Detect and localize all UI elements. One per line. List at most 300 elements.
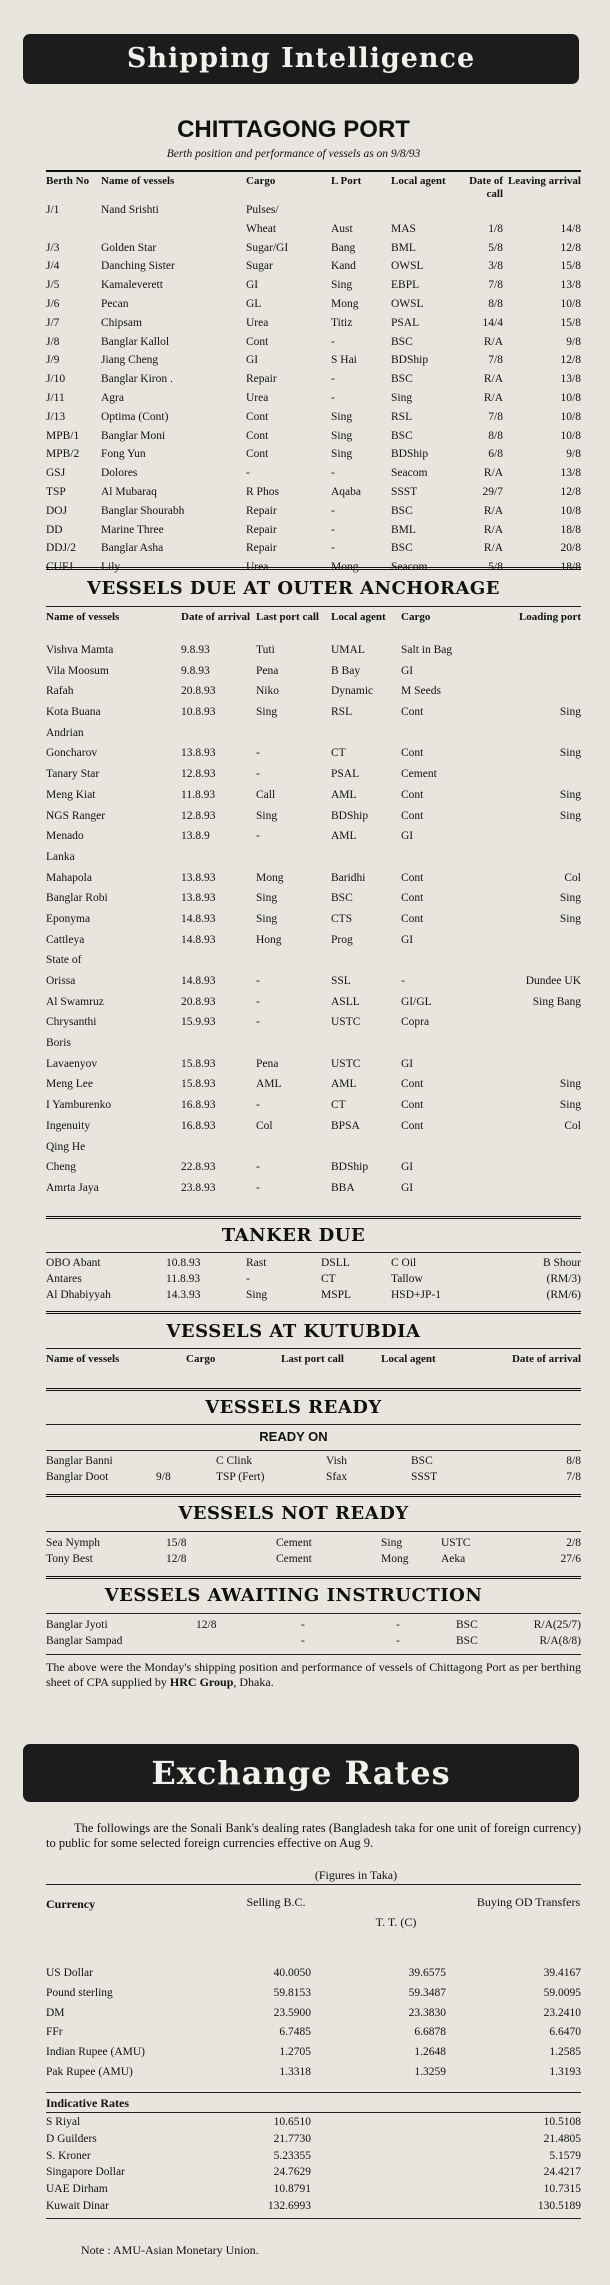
table-cell: 10.6510 bbox=[273, 2116, 311, 2128]
kutubdia-title: VESSELS AT KUTUBDIA bbox=[166, 1321, 421, 1342]
table-cell: BSC bbox=[391, 429, 413, 442]
footer-end: , Dhaka. bbox=[233, 1675, 274, 1689]
table-cell: US Dollar bbox=[46, 1967, 93, 1979]
table-cell: Prog bbox=[331, 933, 353, 946]
column-header: T. T. (C) bbox=[375, 1915, 417, 1929]
table-cell: 18/8 bbox=[560, 561, 581, 574]
table-cell: Repair bbox=[246, 373, 277, 386]
column-header: Name of vessels bbox=[46, 611, 120, 623]
table-cell: 15/8 bbox=[560, 260, 581, 273]
table-cell: Col bbox=[256, 1119, 273, 1132]
table-cell: 9/8 bbox=[566, 335, 581, 348]
table-cell: 15/8 bbox=[166, 1537, 187, 1549]
table-cell: Cont bbox=[401, 747, 424, 760]
table-cell: J/5 bbox=[46, 279, 60, 292]
table-cell: Sing bbox=[559, 892, 581, 905]
table-cell: Titiz bbox=[331, 316, 353, 329]
table-cell: PSAL bbox=[391, 316, 420, 329]
table-cell: USTC bbox=[331, 1057, 361, 1070]
table-cell: GI bbox=[401, 1181, 414, 1194]
table-row bbox=[46, 2150, 581, 2167]
table-row bbox=[46, 336, 581, 355]
table-row bbox=[46, 851, 581, 872]
divider bbox=[46, 1654, 581, 1655]
table-cell: NGS Ranger bbox=[46, 809, 106, 822]
table-cell: 21.7730 bbox=[273, 2132, 311, 2145]
table-cell: AML bbox=[331, 788, 357, 801]
table-cell: HSD+JP-1 bbox=[391, 1289, 441, 1301]
table-cell: R/A bbox=[483, 391, 503, 404]
table-cell: Vishva Mamta bbox=[46, 644, 114, 656]
table-cell: Dundee UK bbox=[525, 975, 581, 987]
divider bbox=[46, 1450, 581, 1451]
table-cell: OWSL bbox=[391, 260, 424, 273]
table-row bbox=[46, 1161, 581, 1182]
table-cell: BSC bbox=[456, 1619, 478, 1631]
table-cell: Rafah bbox=[46, 685, 74, 698]
table-cell: 12.8.93 bbox=[181, 768, 216, 781]
column-header: Cargo bbox=[401, 611, 431, 623]
table-cell: C Oil bbox=[391, 1257, 417, 1269]
table-cell: Agra bbox=[101, 391, 124, 404]
table-header bbox=[46, 610, 581, 644]
table-row bbox=[46, 1471, 581, 1487]
table-cell: 12/8 bbox=[560, 241, 581, 254]
exchange-banner-text: Exchange Rates bbox=[151, 1754, 451, 1792]
berth-table bbox=[46, 174, 581, 580]
table-cell: Kota Buana bbox=[46, 706, 101, 719]
column-header: Leaving arrival bbox=[507, 175, 581, 187]
table-cell: 40.0050 bbox=[273, 1967, 311, 1979]
figures-note: (Figures in Taka) bbox=[314, 1868, 398, 1882]
table-cell: R/A bbox=[483, 542, 503, 555]
tanker-due-title: TANKER DUE bbox=[221, 1225, 366, 1246]
table-cell: CT bbox=[321, 1273, 336, 1285]
table-row bbox=[46, 524, 581, 543]
table-cell: 59.3487 bbox=[408, 1986, 446, 1999]
table-cell: Col bbox=[564, 1119, 581, 1132]
table-cell: R/A(8/8) bbox=[539, 1635, 581, 1647]
table-cell: Aqaba bbox=[331, 485, 362, 498]
column-header: Loading port bbox=[518, 611, 581, 623]
table-cell: 23.2410 bbox=[543, 2006, 581, 2019]
table-cell: 14.8.93 bbox=[181, 933, 216, 946]
table-cell: - bbox=[256, 995, 260, 1008]
table-cell: SSST bbox=[391, 485, 418, 498]
table-row bbox=[46, 892, 581, 913]
table-row bbox=[46, 954, 581, 975]
table-cell: Urea bbox=[246, 561, 269, 574]
table-row bbox=[46, 392, 581, 411]
table-cell: B Shour bbox=[542, 1257, 581, 1269]
table-cell: Cont bbox=[246, 448, 269, 461]
table-cell: Mong bbox=[256, 871, 284, 884]
table-cell: 10/8 bbox=[560, 391, 581, 404]
table-cell: Seacom bbox=[391, 561, 428, 574]
table-cell: Sing bbox=[331, 410, 353, 423]
table-cell: - bbox=[331, 542, 335, 555]
table-cell: Repair bbox=[246, 504, 277, 517]
table-row bbox=[46, 665, 581, 686]
table-cell: - bbox=[331, 335, 335, 348]
table-cell: 14.8.93 bbox=[181, 912, 216, 925]
table-cell: 16.8.93 bbox=[181, 1099, 216, 1112]
table-cell: 10/8 bbox=[560, 429, 581, 442]
exchange-table bbox=[46, 1887, 581, 2086]
table-cell: R/A bbox=[483, 467, 503, 480]
table-cell: AML bbox=[331, 1078, 357, 1091]
table-cell: Mong bbox=[381, 1553, 409, 1565]
table-cell: Banglar Sampad bbox=[46, 1635, 123, 1647]
table-cell: Chipsam bbox=[101, 316, 142, 329]
vessels-not-ready-title: VESSELS NOT READY bbox=[178, 1503, 409, 1524]
table-cell: 8/8 bbox=[488, 297, 503, 310]
table-cell: - bbox=[401, 975, 405, 987]
table-cell: OBO Abant bbox=[46, 1257, 101, 1269]
table-cell: 13/8 bbox=[560, 467, 581, 480]
table-cell: Tony Best bbox=[46, 1553, 93, 1565]
table-cell: Cont bbox=[246, 410, 269, 423]
table-row bbox=[46, 1058, 581, 1079]
table-cell: - bbox=[256, 1161, 260, 1174]
table-row bbox=[46, 354, 581, 373]
table-cell: GL bbox=[246, 297, 262, 310]
table-cell: 6.6470 bbox=[549, 2026, 581, 2039]
table-cell: Chrysanthi bbox=[46, 1016, 97, 1029]
table-row bbox=[46, 448, 581, 467]
table-cell: - bbox=[256, 768, 260, 781]
table-cell: 12/8 bbox=[166, 1553, 187, 1565]
divider bbox=[46, 1348, 581, 1349]
table-cell: Aust bbox=[331, 222, 353, 235]
table-cell: Goncharov bbox=[46, 747, 98, 760]
table-row bbox=[46, 2066, 581, 2086]
table-row bbox=[46, 2133, 581, 2150]
table-row bbox=[46, 2183, 581, 2200]
table-cell: 20.8.93 bbox=[181, 685, 216, 698]
table-cell: S Hai bbox=[331, 354, 357, 367]
table-cell: Kamaleverett bbox=[101, 279, 163, 292]
table-cell: Fong Yun bbox=[101, 448, 146, 461]
table-cell: Urea bbox=[246, 391, 269, 404]
table-row bbox=[46, 223, 581, 242]
table-row bbox=[46, 204, 581, 223]
table-cell: - bbox=[246, 467, 250, 480]
exchange-banner bbox=[23, 1744, 579, 1802]
shipping-footer-text bbox=[46, 1660, 581, 1690]
table-cell: 1.3259 bbox=[414, 2065, 446, 2078]
table-cell: Sing bbox=[391, 391, 413, 404]
table-row bbox=[46, 706, 581, 727]
table-row bbox=[46, 975, 581, 996]
vessels-ready-table bbox=[46, 1455, 581, 1487]
table-row bbox=[46, 1619, 581, 1635]
table-cell: - bbox=[331, 391, 335, 404]
shipping-banner-text: Shipping Intelligence bbox=[126, 43, 476, 74]
table-cell: 23.3830 bbox=[408, 2006, 446, 2019]
table-cell: 10.7315 bbox=[543, 2183, 581, 2196]
table-cell: Lily bbox=[101, 561, 121, 574]
table-cell: Mong bbox=[331, 297, 359, 310]
divider bbox=[46, 1613, 581, 1614]
table-cell: 23.8.93 bbox=[181, 1181, 216, 1194]
table-cell: 13/8 bbox=[560, 373, 581, 386]
table-cell: AML bbox=[331, 830, 357, 843]
table-cell: J/4 bbox=[46, 260, 60, 273]
table-cell: GI bbox=[401, 1161, 414, 1174]
table-cell: Mong bbox=[331, 561, 359, 574]
table-cell: BSC bbox=[411, 1455, 433, 1467]
amu-note: Note : AMU-Asian Monetary Union. bbox=[81, 2243, 259, 2257]
table-cell: - bbox=[256, 1181, 260, 1194]
table-cell: Vish bbox=[326, 1455, 348, 1467]
table-cell: 8/8 bbox=[488, 429, 503, 442]
table-cell: GSJ bbox=[46, 467, 66, 480]
table-cell: Lanka bbox=[46, 850, 75, 863]
table-cell: Cont bbox=[401, 912, 424, 925]
table-cell: Pena bbox=[256, 1057, 279, 1070]
table-cell: 1.2648 bbox=[414, 2046, 446, 2059]
table-cell: MSPL bbox=[321, 1289, 352, 1301]
table-row bbox=[46, 430, 581, 449]
table-cell: 59.8153 bbox=[273, 1986, 311, 1999]
table-cell: 6/8 bbox=[488, 448, 503, 461]
table-cell: MPB/2 bbox=[46, 448, 80, 461]
table-cell: 9.8.93 bbox=[181, 664, 210, 677]
divider bbox=[46, 2112, 581, 2113]
table-cell: 9/8 bbox=[566, 448, 581, 461]
table-row bbox=[46, 747, 581, 768]
table-cell: - bbox=[396, 1619, 400, 1631]
table-cell: Sing Bang bbox=[532, 995, 581, 1008]
table-row bbox=[46, 279, 581, 298]
outer-anchorage-title: VESSELS DUE AT OUTER ANCHORAGE bbox=[86, 578, 501, 599]
table-cell: Pound sterling bbox=[46, 1986, 113, 1999]
ready-on-label: READY ON bbox=[259, 1429, 328, 1444]
table-cell: D Guilders bbox=[46, 2132, 97, 2145]
table-cell: Wheat bbox=[246, 222, 277, 235]
table-row bbox=[46, 727, 581, 748]
table-cell: DM bbox=[46, 2006, 65, 2019]
port-title: CHITTAGONG PORT bbox=[177, 116, 410, 143]
divider bbox=[46, 1884, 581, 1885]
table-cell: 130.5189 bbox=[537, 2199, 581, 2212]
column-header: L Port bbox=[331, 175, 362, 187]
table-cell: 9/8 bbox=[156, 1471, 171, 1483]
table-row bbox=[46, 1182, 581, 1203]
table-cell: - bbox=[331, 523, 335, 536]
table-cell: DD bbox=[46, 523, 63, 536]
table-cell: - bbox=[301, 1635, 305, 1647]
column-header: Local agent bbox=[381, 1353, 436, 1365]
table-cell: Sugar/GI bbox=[246, 241, 289, 254]
table-cell: C Clink bbox=[216, 1455, 253, 1467]
table-cell: DDJ/2 bbox=[46, 542, 77, 555]
table-cell: Mahapola bbox=[46, 871, 92, 884]
table-cell: Sing bbox=[559, 1078, 581, 1091]
divider bbox=[46, 567, 581, 570]
table-cell: 7/8 bbox=[488, 279, 503, 292]
table-cell: 23.5900 bbox=[273, 2006, 311, 2019]
table-cell: Cattleya bbox=[46, 933, 85, 946]
table-cell: BSC bbox=[331, 892, 353, 905]
table-cell: 7/8 bbox=[566, 1471, 581, 1483]
column-header: Last port call bbox=[256, 611, 319, 623]
table-cell: Call bbox=[256, 788, 276, 801]
table-cell: CTS bbox=[331, 912, 353, 925]
table-cell: Seacom bbox=[391, 467, 428, 480]
table-cell: Golden Star bbox=[101, 241, 157, 254]
table-cell: Pulses/ bbox=[246, 204, 279, 216]
table-cell: 13.8.93 bbox=[181, 747, 216, 760]
divider bbox=[46, 1311, 581, 1314]
table-cell: Pak Rupee (AMU) bbox=[46, 2065, 133, 2078]
table-cell: Orissa bbox=[46, 975, 76, 987]
table-cell: Cont bbox=[401, 1119, 424, 1132]
divider bbox=[46, 1576, 581, 1579]
table-cell: Banglar Robi bbox=[46, 892, 108, 905]
table-cell: Cont bbox=[401, 1099, 424, 1112]
table-cell: Niko bbox=[256, 685, 279, 698]
indicative-table bbox=[46, 2116, 581, 2217]
table-cell: GI bbox=[401, 933, 414, 946]
table-cell: Singapore Dollar bbox=[46, 2166, 125, 2179]
column-header: Berth No bbox=[46, 175, 90, 187]
table-cell: Sfax bbox=[326, 1471, 348, 1483]
table-cell: J/3 bbox=[46, 241, 60, 254]
table-cell: S. Kroner bbox=[46, 2149, 91, 2162]
table-cell: Sing bbox=[559, 788, 581, 801]
table-cell: Al Mubaraq bbox=[101, 485, 157, 498]
table-cell: 13/8 bbox=[560, 279, 581, 292]
table-cell: 2/8 bbox=[566, 1537, 581, 1549]
table-cell: GI bbox=[401, 1057, 414, 1070]
table-cell: BDShip bbox=[391, 448, 429, 461]
table-cell: BSC bbox=[391, 542, 413, 555]
table-cell: MPB/1 bbox=[46, 429, 80, 442]
table-cell: SSST bbox=[411, 1471, 438, 1483]
table-row bbox=[46, 934, 581, 955]
divider bbox=[46, 2218, 581, 2219]
table-row bbox=[46, 1120, 581, 1141]
table-cell: Sing bbox=[256, 892, 278, 905]
table-cell: UMAL bbox=[331, 644, 365, 656]
table-cell: DSLL bbox=[321, 1257, 350, 1269]
table-cell: BML bbox=[391, 241, 416, 254]
table-cell: Antares bbox=[46, 1273, 82, 1285]
table-cell: UAE Dirham bbox=[46, 2183, 108, 2196]
table-cell: (RM/3) bbox=[546, 1273, 581, 1285]
table-cell: Kuwait Dinar bbox=[46, 2199, 109, 2212]
vessels-not-ready-table bbox=[46, 1537, 581, 1569]
table-cell: Baridhi bbox=[331, 871, 366, 884]
footer-text: The above were the Monday's shipping position and performance of vessels of Chittagong Port as per berthing sheet of CPA supplied by bbox=[46, 1660, 581, 1689]
table-cell: Sea Nymph bbox=[46, 1537, 100, 1549]
table-cell: Sing bbox=[246, 1289, 268, 1301]
column-header: Local agent bbox=[391, 175, 446, 187]
divider bbox=[46, 1388, 581, 1391]
table-cell: 12/8 bbox=[196, 1619, 217, 1631]
footer-company: HRC Group bbox=[169, 1675, 234, 1689]
table-cell: 16.8.93 bbox=[181, 1119, 216, 1132]
table-cell: 11.8.93 bbox=[166, 1273, 201, 1285]
table-cell: 20.8.93 bbox=[181, 995, 216, 1008]
table-cell: 13.8.9 bbox=[181, 830, 210, 843]
column-header: Cargo bbox=[186, 1353, 216, 1365]
table-cell: Cement bbox=[276, 1537, 312, 1549]
table-cell: S Riyal bbox=[46, 2116, 81, 2128]
table-cell: J/6 bbox=[46, 297, 60, 310]
table-cell: B Bay bbox=[331, 664, 361, 677]
table-row bbox=[46, 1099, 581, 1120]
table-row bbox=[46, 411, 581, 430]
table-row bbox=[46, 996, 581, 1017]
table-cell: PSAL bbox=[331, 768, 360, 781]
table-cell: 10.5108 bbox=[543, 2116, 581, 2128]
table-cell: - bbox=[256, 1099, 260, 1112]
table-cell: Dynamic bbox=[331, 685, 374, 698]
outer-anchorage-table bbox=[46, 610, 581, 1203]
table-cell: Bang bbox=[331, 241, 356, 254]
table-cell: Hong bbox=[256, 933, 282, 946]
table-row bbox=[46, 872, 581, 893]
table-row bbox=[46, 2200, 581, 2217]
table-cell: 15.9.93 bbox=[181, 1016, 216, 1029]
table-cell: J/13 bbox=[46, 410, 66, 423]
table-cell: - bbox=[301, 1619, 305, 1631]
table-cell: 5.23355 bbox=[273, 2149, 311, 2162]
table-cell: - bbox=[331, 467, 335, 480]
table-cell: Cont bbox=[401, 809, 424, 822]
table-cell: Salt in Bag bbox=[401, 644, 453, 656]
table-row bbox=[46, 486, 581, 505]
column-header: Name of vessels bbox=[101, 175, 175, 187]
divider bbox=[46, 1531, 581, 1532]
table-cell: BSC bbox=[456, 1635, 478, 1647]
table-cell: OWSL bbox=[391, 297, 424, 310]
table-row bbox=[46, 242, 581, 261]
table-cell: EBPL bbox=[391, 279, 420, 292]
table-cell: Copra bbox=[401, 1016, 430, 1029]
table-cell: 1.3318 bbox=[279, 2065, 311, 2078]
table-cell: 3/8 bbox=[488, 260, 503, 273]
table-cell: 12/8 bbox=[560, 485, 581, 498]
table-cell: Sing bbox=[331, 429, 353, 442]
table-row bbox=[46, 789, 581, 810]
table-cell: Al Dhabiyyah bbox=[46, 1289, 111, 1301]
table-row bbox=[46, 260, 581, 279]
table-cell: 13.8.93 bbox=[181, 871, 216, 884]
table-cell: Cont bbox=[246, 429, 269, 442]
table-row bbox=[46, 542, 581, 561]
table-cell: GI bbox=[246, 279, 259, 292]
table-row bbox=[46, 1987, 581, 2007]
table-row bbox=[46, 768, 581, 789]
table-cell: 1.2585 bbox=[549, 2046, 581, 2059]
exchange-intro: The followings are the Sonali Bank's dealing rates (Bangladesh taka for one unit of foreign currency) to public for some selected foreign currencies effective on Aug 9. bbox=[46, 1821, 581, 1850]
table-cell: Tallow bbox=[391, 1273, 423, 1285]
table-row bbox=[46, 298, 581, 317]
table-cell: 5/8 bbox=[488, 241, 503, 254]
table-cell: BSC bbox=[391, 504, 413, 517]
table-cell: R/A bbox=[483, 523, 503, 536]
table-cell: - bbox=[256, 830, 260, 843]
table-cell: 7/8 bbox=[488, 354, 503, 367]
table-cell: Amrta Jaya bbox=[46, 1181, 99, 1194]
table-cell: - bbox=[256, 1016, 260, 1029]
table-cell: 6.7485 bbox=[279, 2026, 311, 2039]
table-cell: Qing He bbox=[46, 1140, 86, 1153]
